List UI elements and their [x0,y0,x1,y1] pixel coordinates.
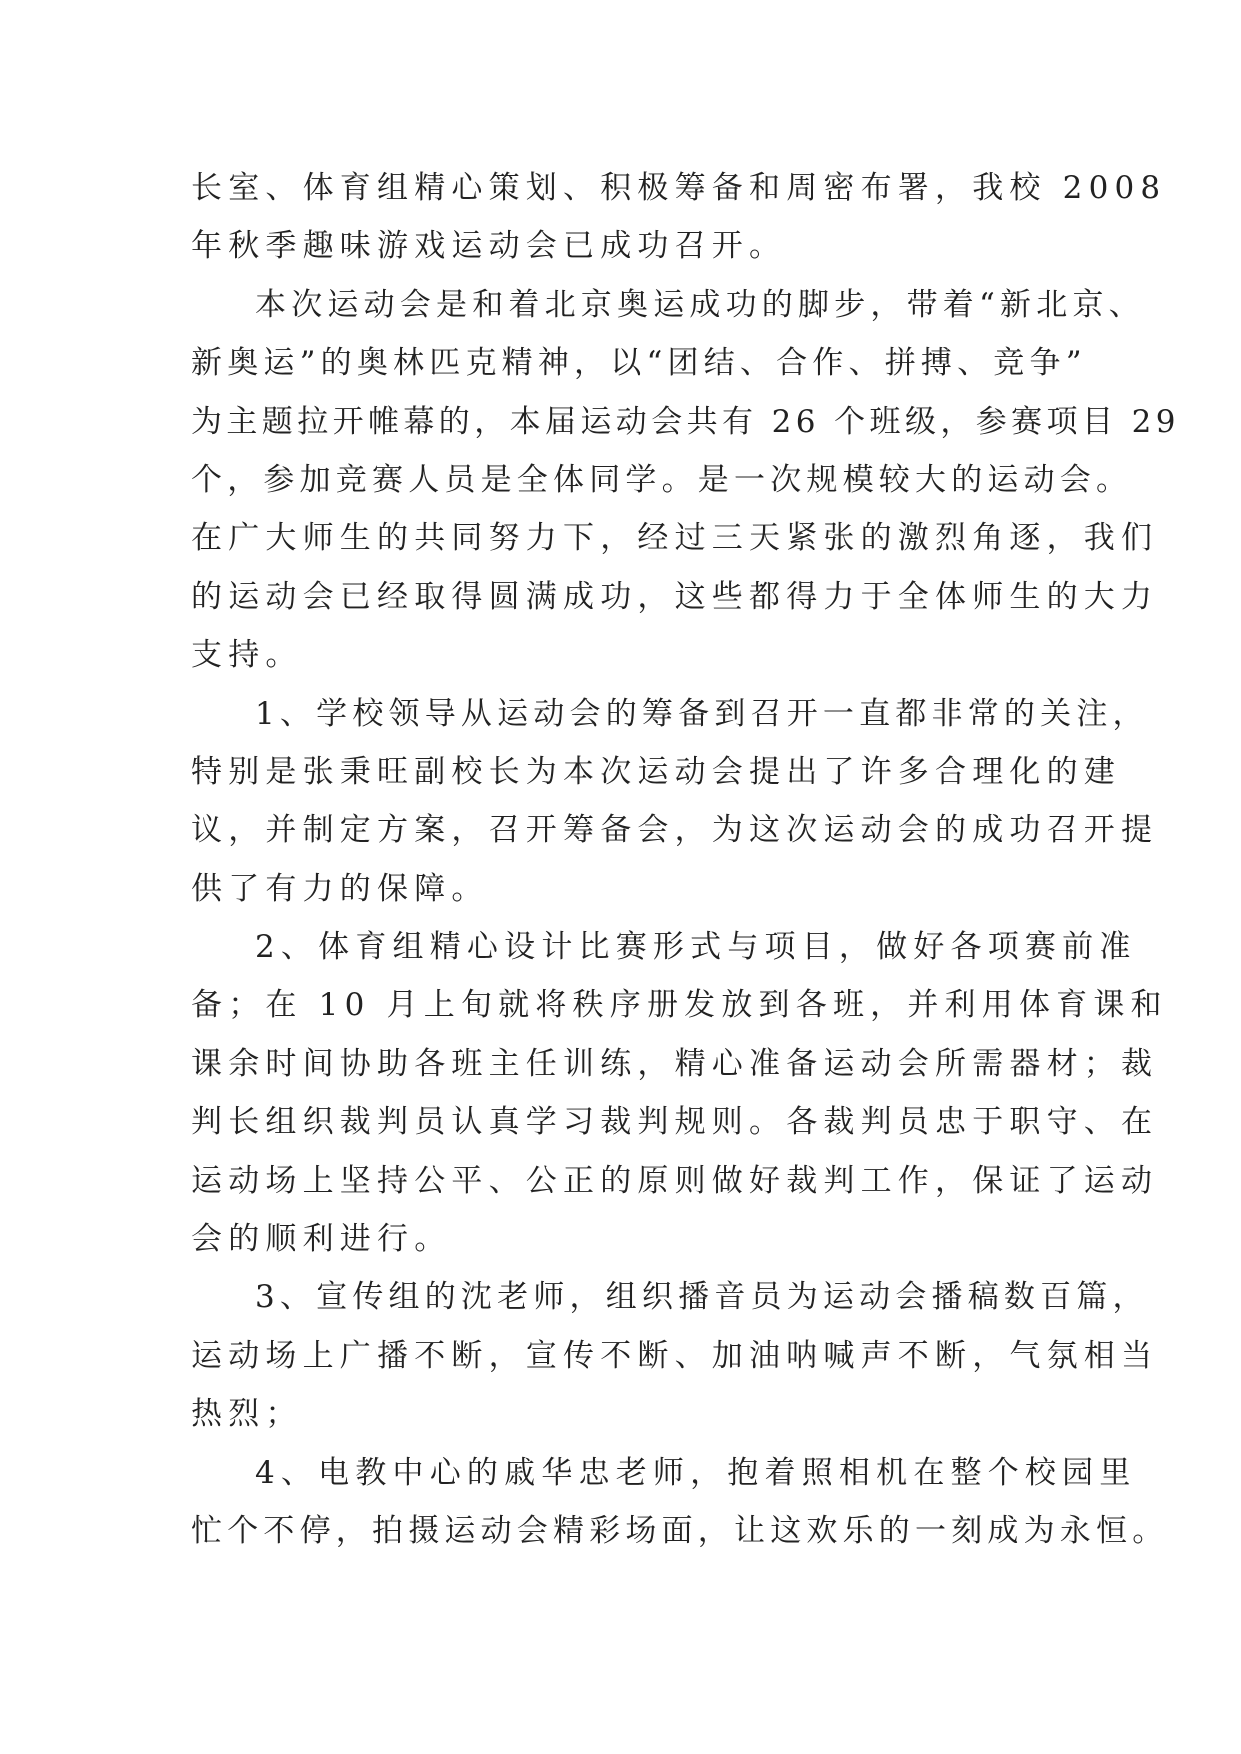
text-line: 会的顺利进行。 [191,1221,452,1258]
text-line: 热烈； [191,1396,303,1433]
text-line: 支持。 [191,637,303,674]
text-line: 运动场上坚持公平、公正的原则做好裁判工作，保证了运动 [191,1162,1159,1199]
text-line: 2、体育组精心设计比赛形式与项目，做好各项赛前准 [255,929,1137,966]
text-line: 长室、体育组精心策划、积极筹备和周密布署，我校 2008 [191,170,1167,206]
text-line: 年秋季趣味游戏运动会已成功召开。 [191,228,787,265]
paragraph-item-1 [191,685,1159,919]
text-line: 4、电教中心的戚华忠老师，抱着照相机在整个校园里 [255,1454,1137,1491]
text-line: 特别是张秉旺副校长为本次运动会提出了许多合理化的建 [191,753,1121,790]
text-line: 个，参加竞赛人员是全体同学。是一次规模较大的运动会。 [191,461,1133,498]
document-body [191,159,1180,1560]
text-line: 1、学校领导从运动会的筹备到召开一直都非常的关注， [255,695,1149,732]
paragraph-item-3 [191,1268,1159,1443]
paragraph-item-4 [191,1444,1169,1561]
text-line: 在广大师生的共同努力下，经过三天紧张的激烈角逐，我们 [191,520,1159,557]
text-line: 的运动会已经取得圆满成功，这些都得力于全体师生的大力 [191,578,1159,615]
paragraph-intro-continued [191,159,1167,276]
text-line: 忙个不停，拍摄运动会精彩场面，让这欢乐的一刻成为永恒。 [191,1512,1169,1549]
text-line: 3、宣传组的沈老师，组织播音员为运动会播稿数百篇， [255,1279,1149,1316]
text-line: 备；在 10 月上旬就将秩序册发放到各班，并利用体育课和 [191,987,1168,1024]
text-line: 议，并制定方案，召开筹备会，为这次运动会的成功召开提 [191,812,1159,849]
paragraph-overview [191,276,1180,685]
text-line: 课余时间协助各班主任训练，精心准备运动会所需器材；裁 [191,1045,1159,1082]
paragraph-item-2 [191,918,1168,1268]
text-line: 运动场上广播不断，宣传不断、加油呐喊声不断，气氛相当 [191,1337,1159,1374]
text-line: 供了有力的保障。 [191,870,489,907]
text-line: 本次运动会是和着北京奥运成功的脚步，带着“新北京、 [255,286,1145,323]
text-line: 判长组织裁判员认真学习裁判规则。各裁判员忠于职守、在 [191,1104,1159,1141]
text-line: 新奥运”的奥林匹克精神，以“团结、合作、拼搏、竞争” [191,345,1087,382]
text-line: 为主题拉开帷幕的，本届运动会共有 26 个班级，参赛项目 29 [191,403,1180,440]
